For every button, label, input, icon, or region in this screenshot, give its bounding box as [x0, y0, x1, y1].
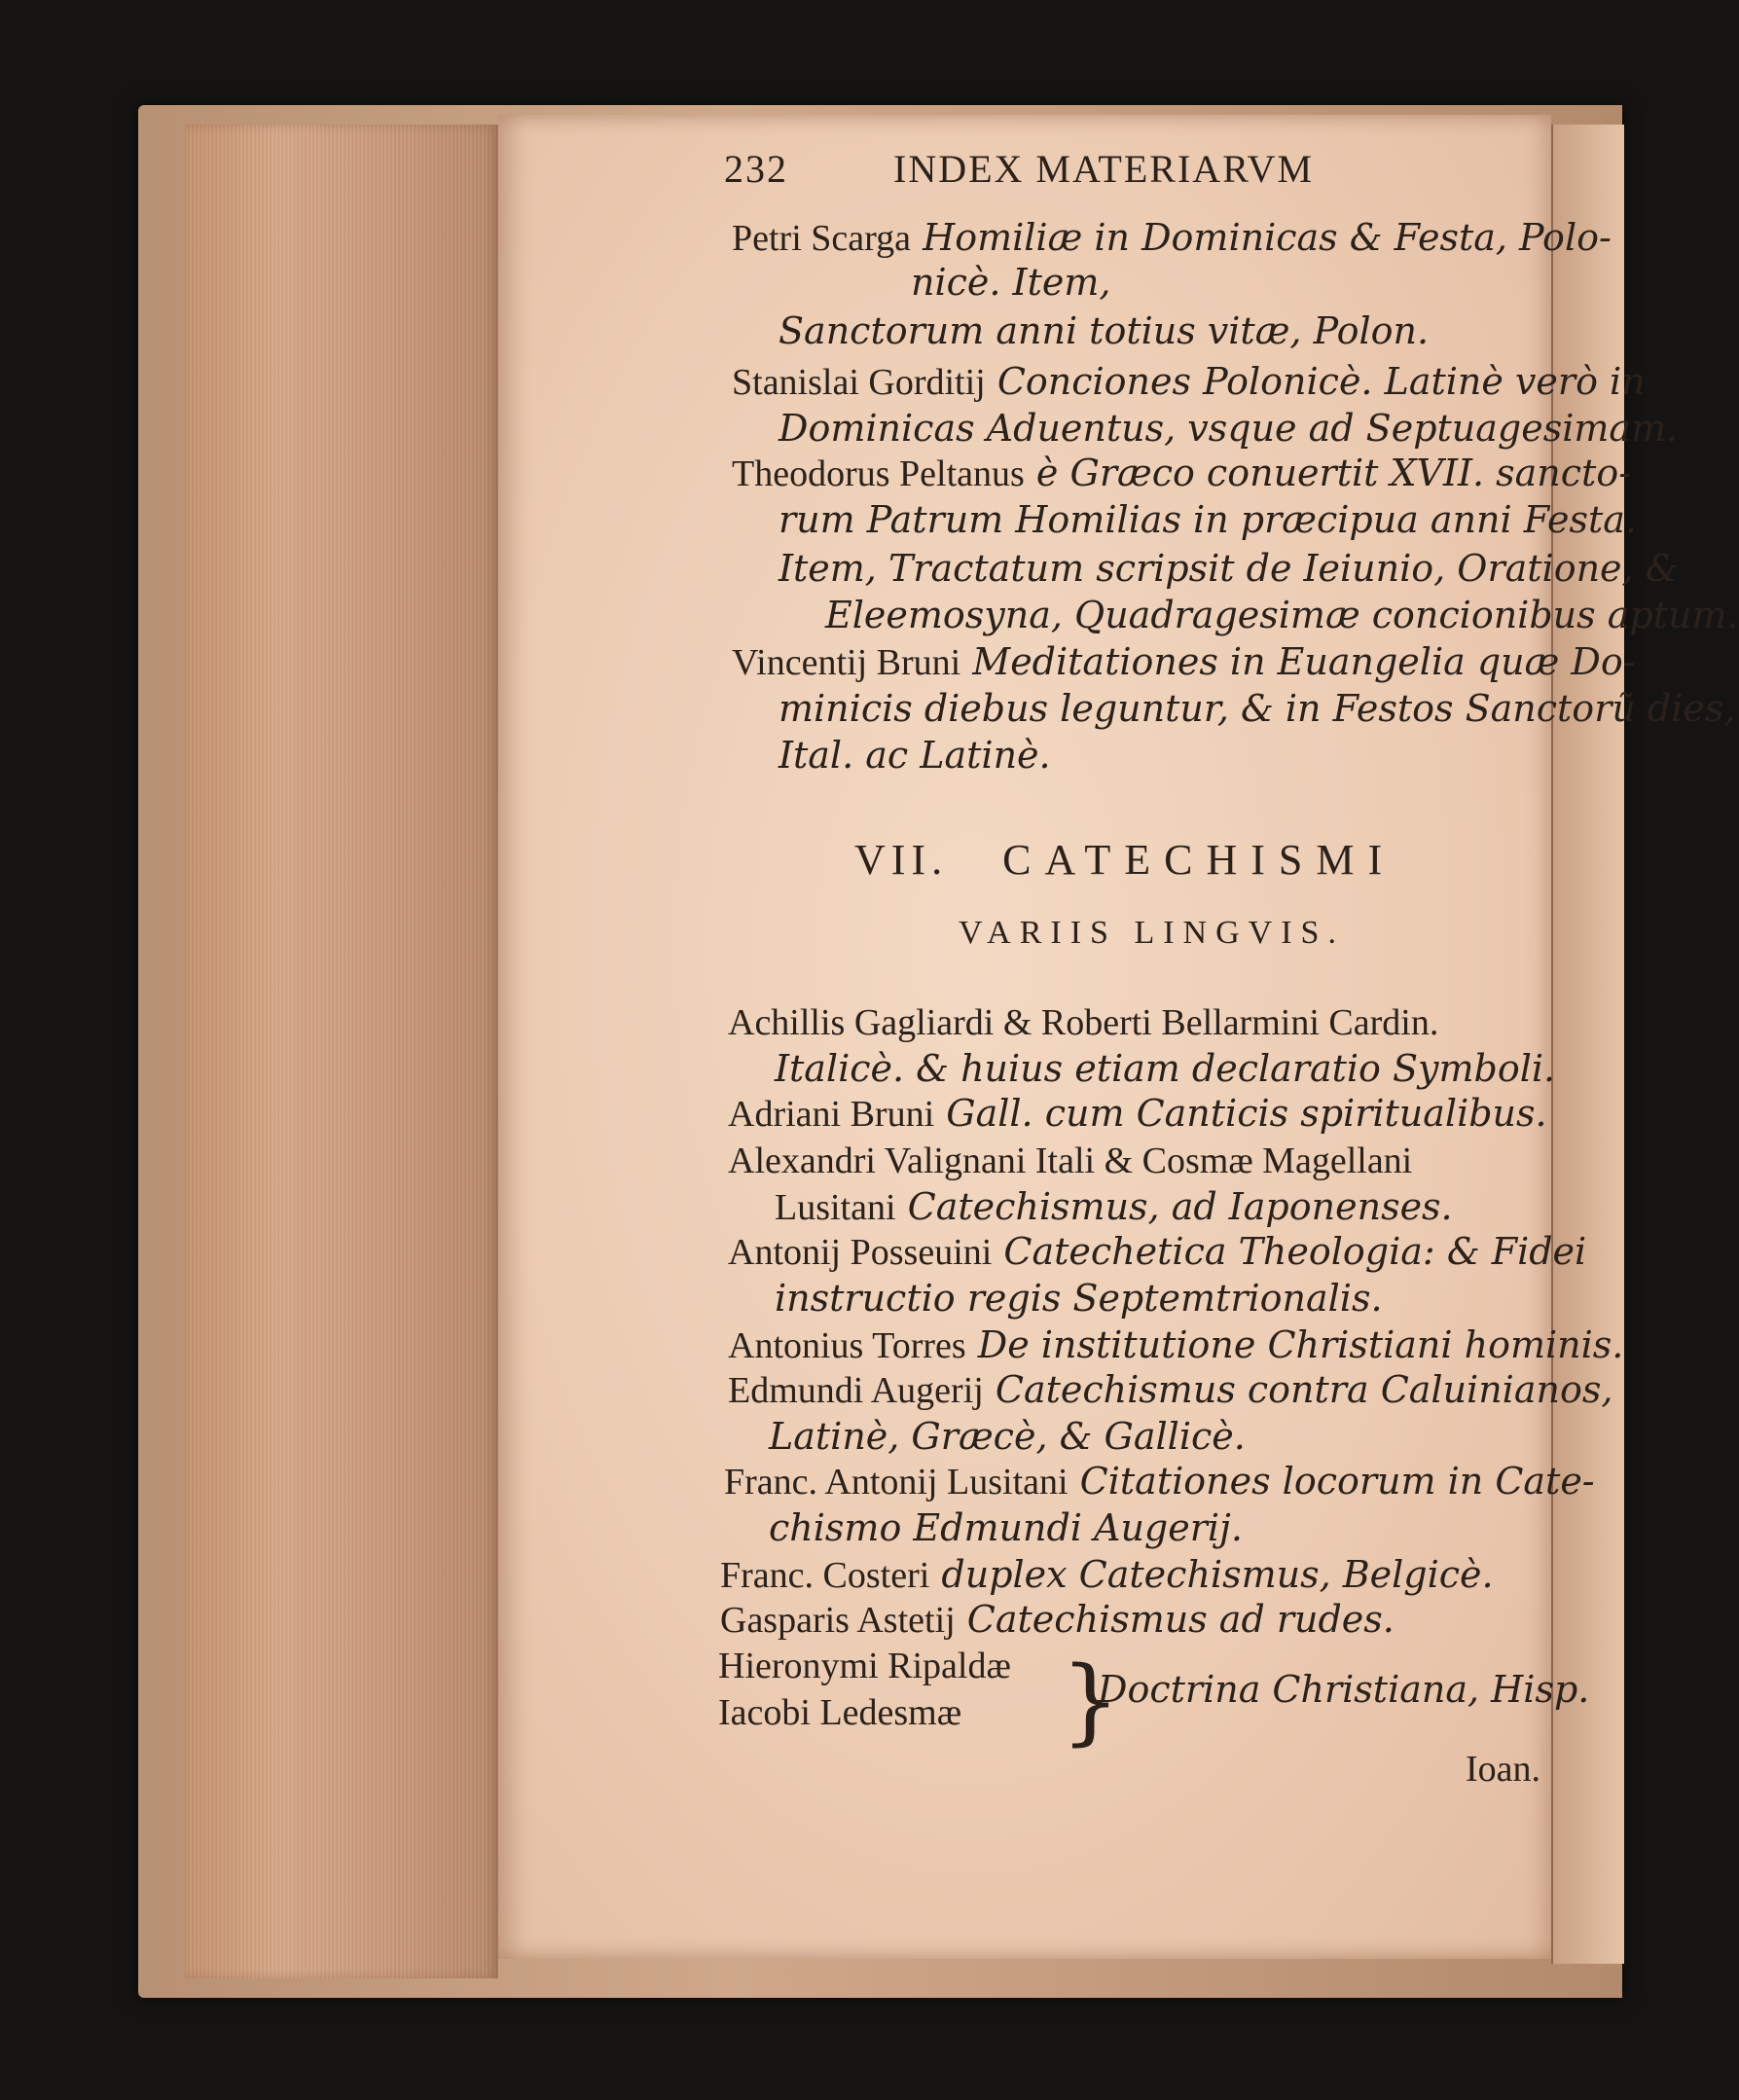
- entry-line: rum Patrum Homilias in præcipua anni Festa.: [779, 498, 1638, 541]
- entry-line: Sanctorum anni totius vitæ, Polon.: [779, 309, 1430, 352]
- entry-line: Theodorus Peltanus è Græco conuertit XVII. sancto-: [732, 452, 1632, 494]
- entry-line: instructio regis Septemtrionalis.: [775, 1277, 1383, 1320]
- entry-line: Franc. Costeri duplex Catechismus, Belgicè.: [720, 1553, 1494, 1596]
- entry-line: Latinè, Græcè, & Gallicè.: [769, 1415, 1246, 1458]
- curly-brace-icon: }: [1061, 1647, 1121, 1756]
- entry-line: Eleemosyna, Quadragesimæ concionibus aptum.: [825, 594, 1739, 636]
- entry-line: Antonius Torres De institutione Christiani hominis.: [728, 1323, 1624, 1366]
- entry-line: nicè. Item,: [911, 261, 1111, 304]
- entry-line: Ital. ac Latinè.: [779, 734, 1051, 777]
- entry-line: Item, Tractatum scripsit de Ieiunio, Oratione, &: [779, 547, 1679, 590]
- brace-name: Iacobi Ledesmæ: [718, 1692, 962, 1733]
- brace-name: Hieronymi Ripaldæ: [718, 1646, 1011, 1686]
- catchword: Ioan.: [1466, 1749, 1541, 1790]
- page-number: 232: [724, 147, 788, 191]
- entry-line: Petri Scarga Homiliæ in Dominicas & Festa, Polo-: [732, 216, 1612, 259]
- entry-line: minicis diebus leguntur, & in Festos Sanctorũ dies,: [779, 687, 1736, 730]
- entry-line: Vincentij Bruni Meditationes in Euangelia quæ Do-: [732, 640, 1636, 683]
- entry-line: Alexandri Valignani Itali & Cosmæ Magellani: [728, 1141, 1413, 1181]
- entry-line: Adriani Bruni Gall. cum Canticis spiritualibus.: [728, 1092, 1547, 1135]
- running-header: [724, 146, 1314, 192]
- entry-line: Franc. Antonij Lusitani Citationes locorum in Cate-: [724, 1460, 1595, 1503]
- page-edges: [185, 125, 498, 1978]
- entry-line: Achillis Gagliardi & Roberti Bellarmini Cardin.: [728, 1002, 1439, 1043]
- running-title: INDEX MATERIARVM: [893, 147, 1315, 191]
- section-title: VII. CATECHISMI: [854, 836, 1396, 884]
- entry-line: Lusitani Catechismus, ad Iaponenses.: [775, 1185, 1453, 1228]
- entry-line: Gasparis Astetij Catechismus ad rudes.: [720, 1598, 1395, 1641]
- entry-line: Dominicas Aduentus, vsque ad Septuagesimam.: [779, 407, 1679, 450]
- entry-line: Italicè. & huius etiam declaratio Symboli.: [775, 1047, 1556, 1090]
- entry-line: Antonij Posseuini Catechetica Theologia: & Fidei: [728, 1230, 1587, 1273]
- brace-text: Doctrina Christiana, Hisp.: [1098, 1668, 1590, 1711]
- entry-line: Edmundi Augerij Catechismus contra Caluinianos,: [728, 1368, 1613, 1411]
- entry-line: Stanislai Gorditij Conciones Polonicè. Latinè verò in: [732, 360, 1646, 403]
- section-subtitle: VARIIS LINGVIS.: [959, 915, 1345, 951]
- entry-line: chismo Edmundi Augerij.: [769, 1506, 1243, 1549]
